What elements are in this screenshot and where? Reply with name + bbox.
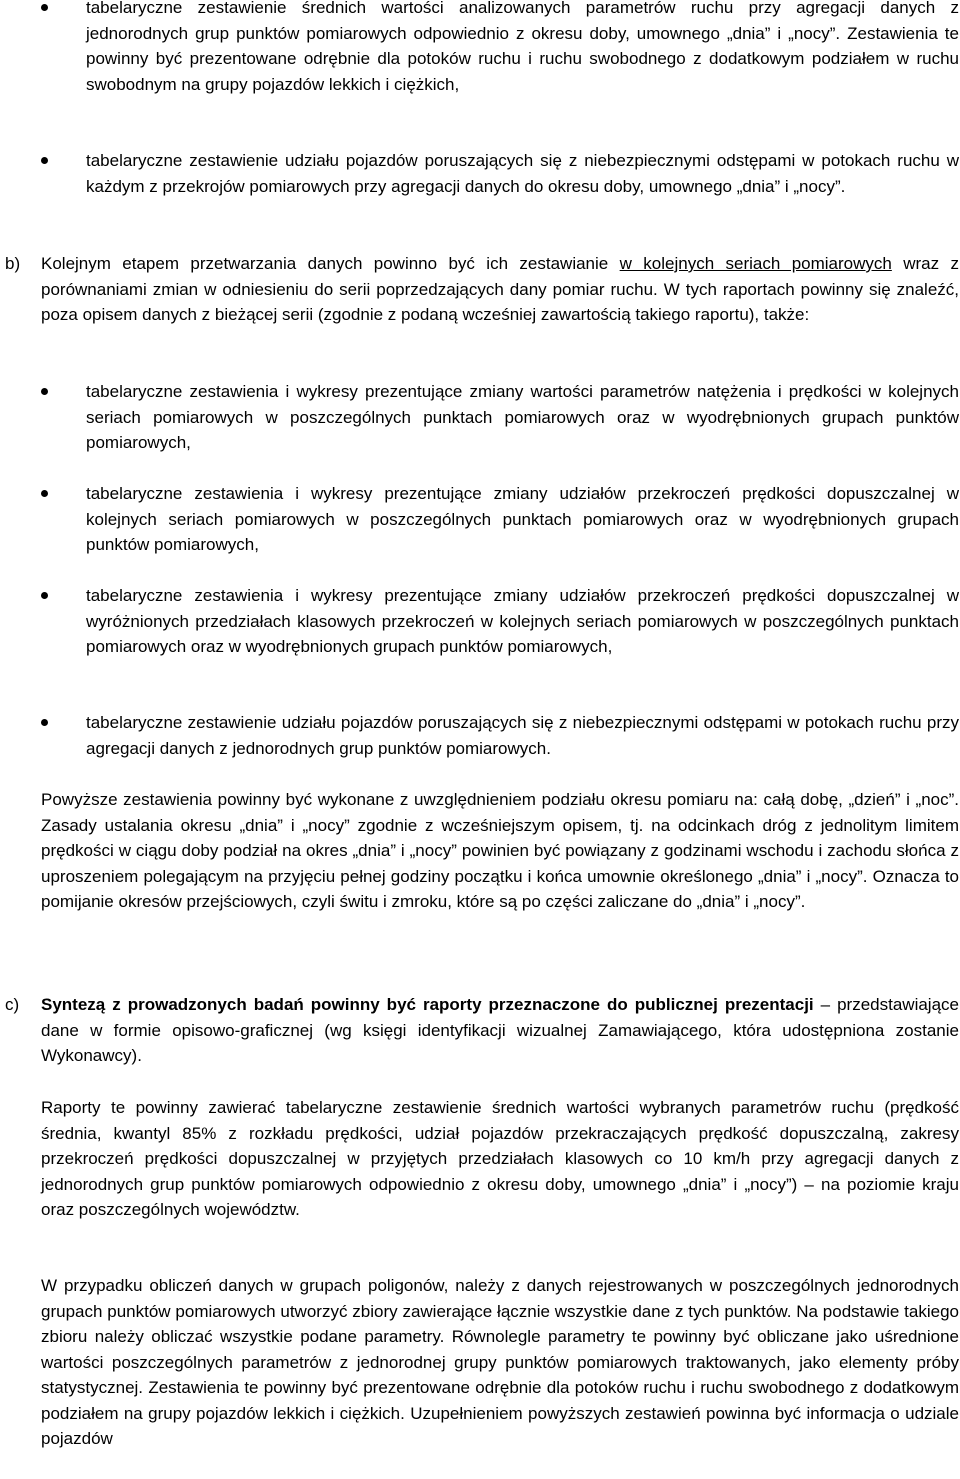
section-marker-c: c) — [5, 995, 20, 1014]
intro-bold-text: Syntezą z prowadzonych badań powinny być raporty przeznaczone do publicznej prezentacji — [41, 995, 814, 1014]
paragraph: W przypadku obliczeń danych w grupach poligonów, należy z danych rejestrowanych w poszczególnych jednorodnych grupach punktów pomiarowych utworzyć zbiory zawierające łącznie wszystkie dane z tych punktów. Na podstawie takiego zbioru należy obliczać wszystkie podane parametry. Równolegle parametry te powinny być obliczane jako uśrednione wartości poszczególnych parametrów z jednorodnej grupy punktów pomiarowych traktowanych, jako elementy próby statystycznej. Zestawienia te powinny być prezentowane odrębnie dla potoków ruchu i ruchu swobodnego z dodatkowym podziałem na grupy pojazdów lekkich i ciężkich. Uzupełnieniem powyższych zestawień powinna być informacja o udziale pojazdów — [41, 1276, 959, 1448]
bullet-text: tabelaryczne zestawienia i wykresy prezentujące zmiany udziałów przekroczeń prędkości dopuszczalnej w kolejnych seriach pomiarowych w poszczególnych punktach pomiarowych oraz w wyodrębnionych grupach punktów pomiarowych, — [86, 484, 959, 554]
list-item — [86, 710, 959, 761]
list-item — [86, 481, 959, 558]
bullet-icon — [41, 4, 48, 11]
bullet-text: tabelaryczne zestawienie średnich wartości analizowanych parametrów ruchu przy agregacji danych z jednorodnych grup punktów pomiarowych odpowiednio z okresu doby, umownego „dnia” i „nocy”. Zestawienia te powinny być prezentowane odrębnie dla potoków ruchu i ruchu swobodnego z dodatkowym podziałem w ruchu swobodnym na grupy pojazdów lekkich i ciężkich, — [86, 0, 959, 94]
intro-text: Kolejnym etapem przetwarzania danych powinno być ich zestawianie — [41, 254, 620, 273]
paragraph — [41, 251, 959, 328]
bullet-icon — [41, 490, 48, 497]
bullet-text: tabelaryczne zestawienie udziału pojazdów poruszających się z niebezpiecznymi odstępami w potokach ruchu przy agregacji danych z jednorodnych grup punktów pomiarowych. — [86, 713, 959, 758]
intro-text-continued: wraz z porównaniami zmian w odniesieniu do serii poprzedzających dany pomiar ruchu. W tych raportach powinny się znaleźć, poza opisem danych z bieżącej serii (zgodnie z podaną wcześniej zawartością takiego raportu), także: — [41, 254, 960, 324]
section-b-intro — [41, 251, 959, 328]
section-c-intro — [41, 992, 959, 1069]
intro-underlined-text: w kolejnych seriach pomiarowych — [619, 254, 892, 273]
bullet-text: tabelaryczne zestawienie udziału pojazdów poruszających się z niebezpiecznymi odstępami w potokach ruchu w każdym z przekrojów pomiarowych przy agregacji danych do okresu doby, umownego „dnia” i „nocy”. — [86, 151, 959, 196]
section-c-paragraph-2 — [41, 1273, 959, 1452]
paragraph — [41, 992, 959, 1069]
paragraph: Powyższe zestawienia powinny być wykonane z uwzględnieniem podziału okresu pomiaru na: całą dobę, „dzień” i „noc”. Zasady ustalania okresu „dnia” i „nocy” zgodnie z wcześniejszym opisem, tj. na odcinkach dróg z jednolitym limitem prędkości w ciągu doby podział na okres „dnia” i „nocy” powinien być powiązany z godzinami wschodu i zachodu słońca z uproszeniem polegającym na przyjęciu pełnej godziny początku i końca umownie określonego „dnia” i „nocy”. Oznacza to pomijanie okresów przejściowych, czyli świtu i zmroku, które są po części zaliczane do „dnia” i „nocy”. — [41, 790, 959, 911]
section-c-paragraph-1 — [41, 1095, 959, 1223]
section-b-closing — [41, 787, 959, 915]
bullet-text: tabelaryczne zestawienia i wykresy prezentujące zmiany wartości parametrów natężenia i prędkości w kolejnych seriach pomiarowych w poszczególnych punktach pomiarowych oraz w wyodrębnionych grupach punktów pomiarowych, — [86, 382, 959, 452]
list-item — [86, 0, 959, 97]
bullet-text: tabelaryczne zestawienia i wykresy prezentujące zmiany udziałów przekroczeń prędkości dopuszczalnej w wyróżnionych przedziałach klasowych przekroczeń w kolejnych seriach pomiarowych w poszczególnych punktach pomiarowych oraz w wyodrębnionych grupach punktów pomiarowych, — [86, 586, 959, 656]
bullet-icon — [41, 592, 48, 599]
paragraph: Raporty te powinny zawierać tabelaryczne zestawienie średnich wartości wybranych parametrów ruchu (prędkość średnia, kwantyl 85% z rozkładu prędkości, udział pojazdów przekraczających prędkość dopuszczalną, zakresy przekroczeń prędkości dopuszczalnej w przyjętych przedziałach klasowych co 10 km/h przy agregacji danych z jednorodnych grup punktów pomiarowych odpowiednio z okresu doby, umownego „dnia” i „nocy”) – na poziomie kraju oraz poszczególnych województw. — [41, 1098, 959, 1219]
list-item — [86, 583, 959, 660]
intro-text: – przedstawiające dane w formie opisowo-graficznej (wg księgi identyfikacji wizualnej Zamawiającego, która udostępniona zostanie Wykonawcy). — [41, 995, 959, 1065]
list-item — [86, 148, 959, 199]
bullet-icon — [41, 719, 48, 726]
section-marker-b: b) — [5, 254, 21, 273]
bullet-icon — [41, 388, 48, 395]
list-item — [86, 379, 959, 456]
bullet-icon — [41, 157, 48, 164]
